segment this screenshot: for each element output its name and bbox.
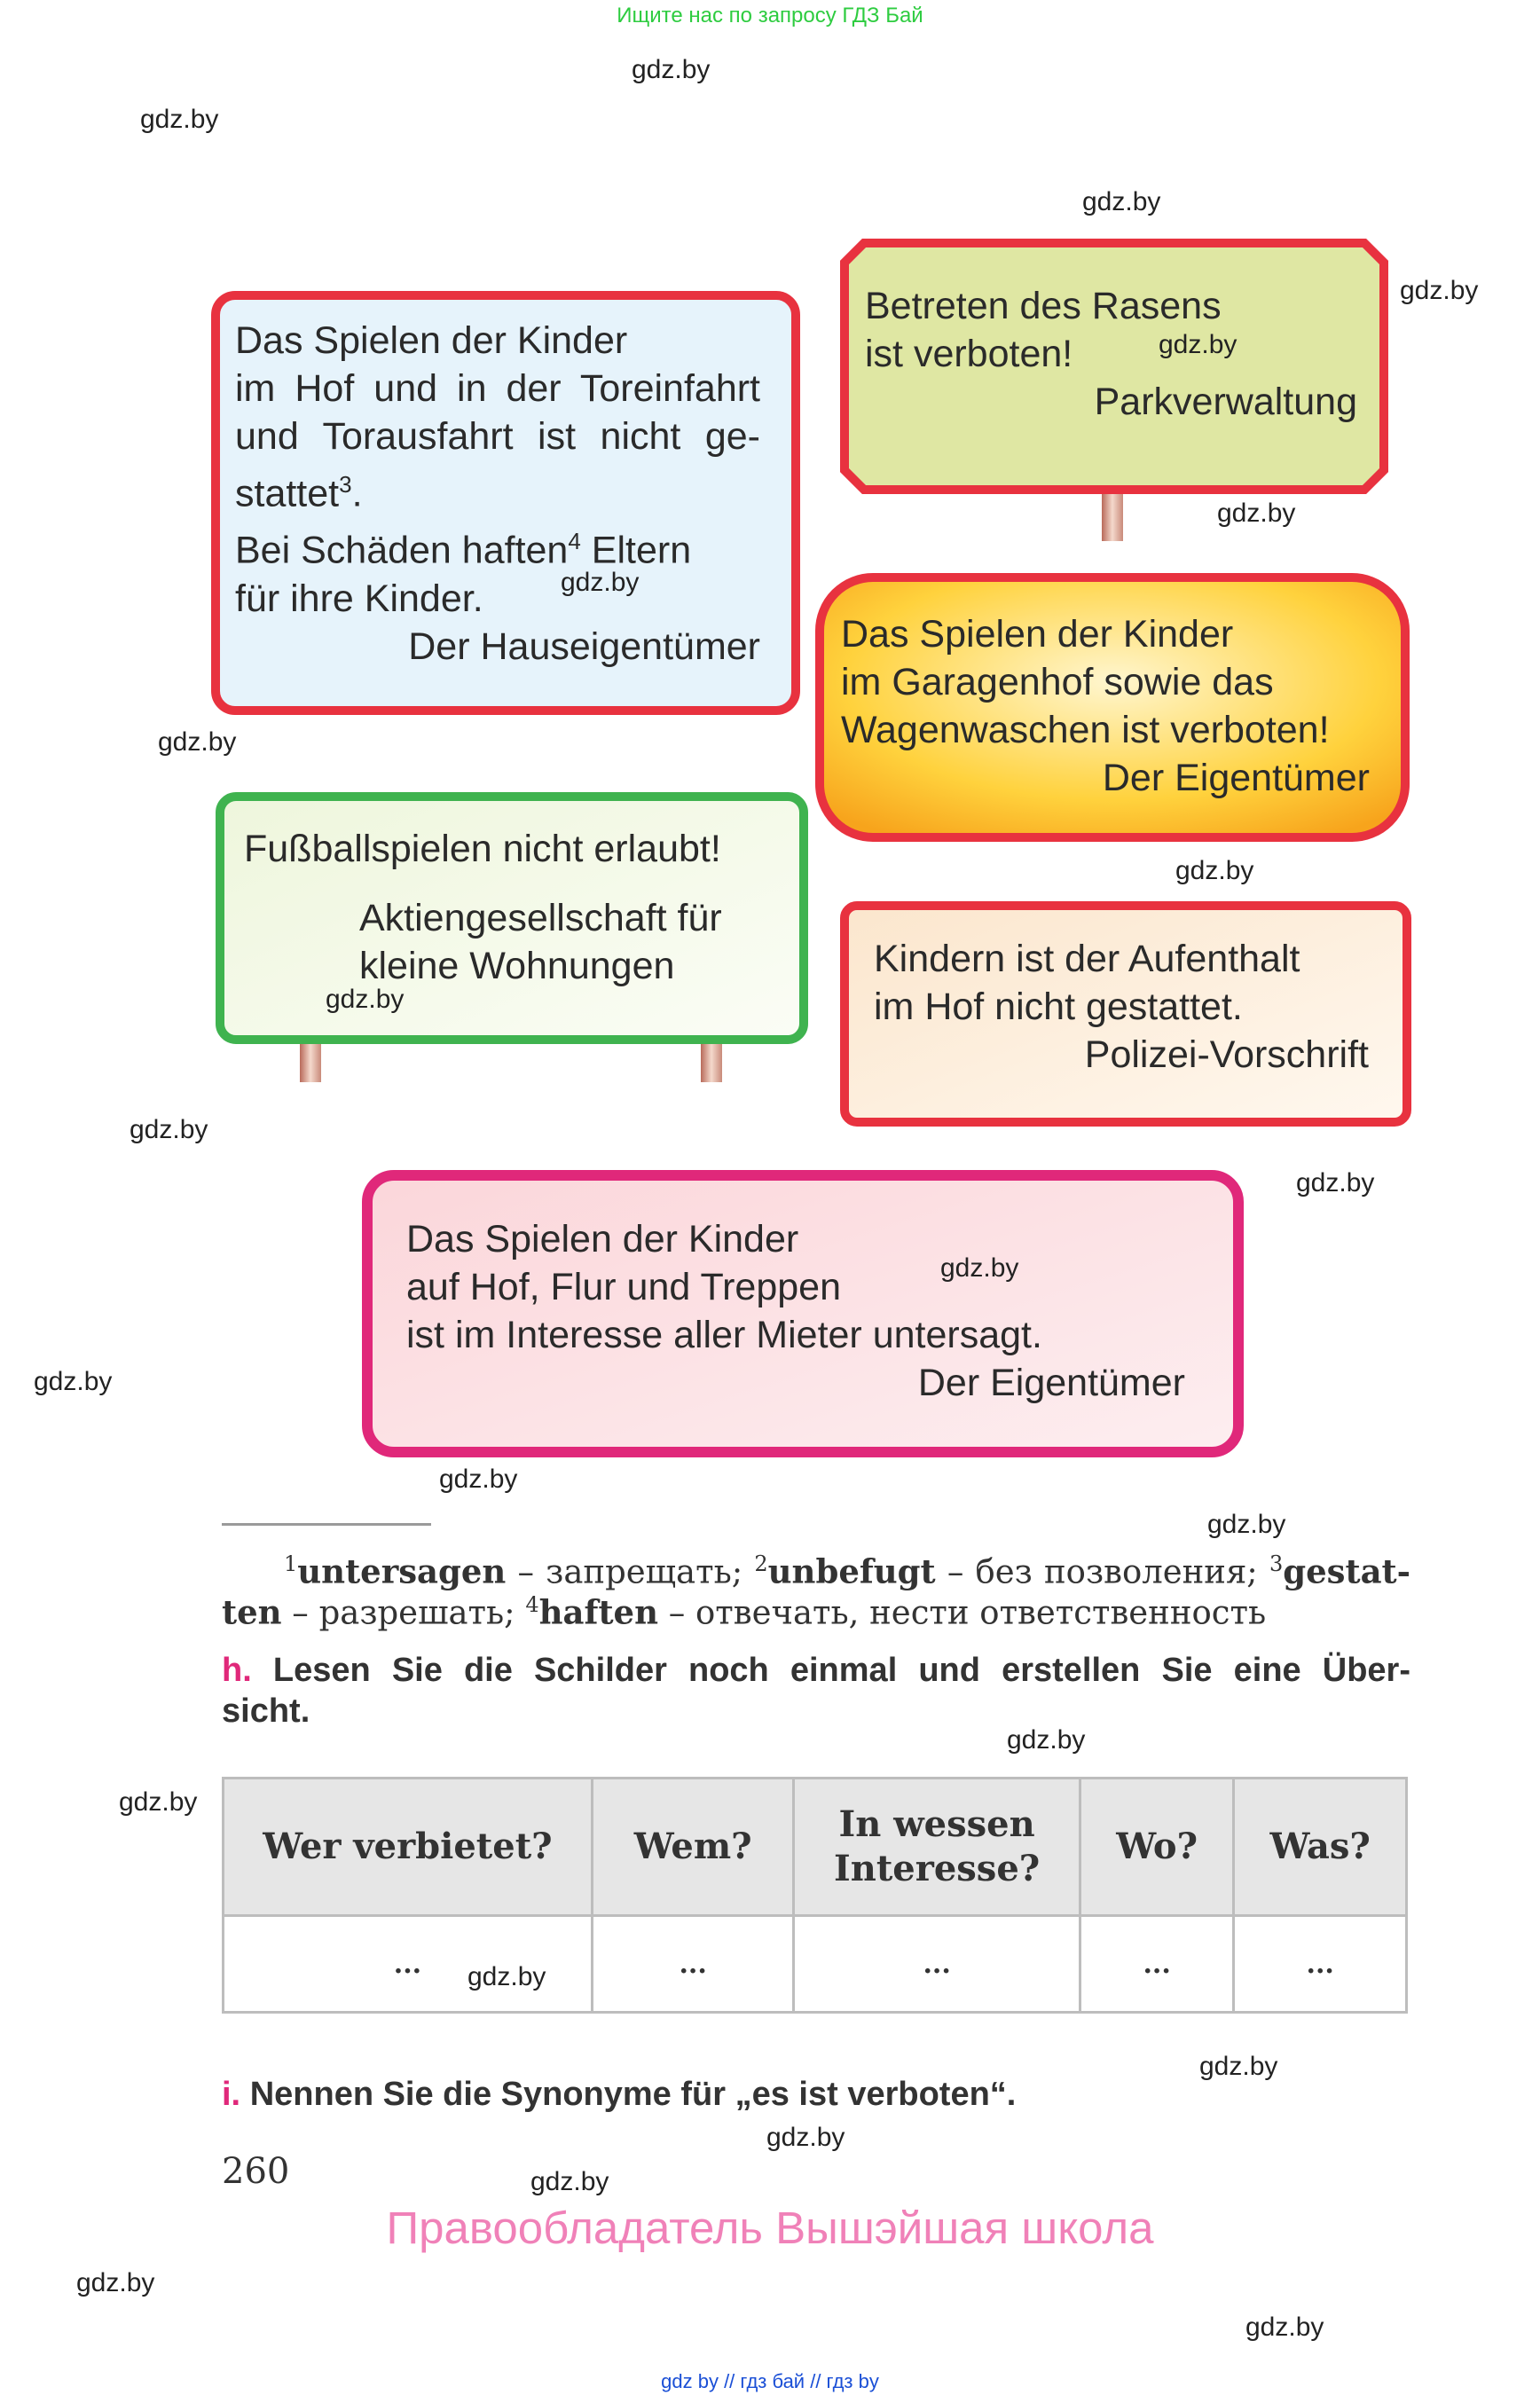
search-hint[interactable]: Ищите нас по запросу ГДЗ Бай [617,4,923,27]
rights-holder: Правообладатель Вышэйшая школа [386,2203,1154,2253]
sign-title: Fußballspielen nicht erlaubt! [244,828,721,870]
table-row [224,1916,1407,2013]
footnote-translation: – запрещать; [506,1552,755,1591]
table-cell[interactable]: ... [1080,1916,1234,2013]
watermark: gdz.by [439,1465,518,1494]
watermark: gdz.by [1159,330,1238,359]
table-header-cell: Wem? [592,1779,793,1916]
footnote-divider [222,1523,431,1526]
watermark: gdz.by [119,1787,198,1817]
watermark: gdz.by [1400,276,1479,305]
footnote-translation: – разрешать; [281,1593,526,1632]
footer-links[interactable]: gdz by // гдз бай // гдз by [661,2370,879,2392]
sign-line: Betreten des Rasens [865,285,1222,327]
sign-line: Wagenwaschen ist verboten! [841,709,1330,751]
table-header-cell [794,1779,1080,1916]
task-i [222,2074,1016,2115]
table-cell-placeholder: ... [393,1948,422,1980]
footnote-number: 3 [1269,1551,1284,1576]
sign-line: Aktiengesellschaft für [359,897,722,939]
sign-line: kleine Wohnungen [359,945,675,987]
watermark: gdz.by [326,985,405,1014]
sign-garagenhof [841,610,1370,802]
watermark: gdz.by [766,2123,845,2152]
task-text: sicht. [222,1692,310,1730]
watermark: gdz.by [1007,1725,1086,1755]
watermark: gdz.by [1082,187,1161,216]
table-cell[interactable]: ... [592,1916,793,2013]
sign-line: ist verboten! [865,333,1073,375]
watermark: gdz.by [530,2167,609,2196]
sign-line: Bei Schäden haften [235,529,569,572]
table-header-line: In wessen [838,1803,1035,1845]
watermark: gdz.by [1175,856,1254,885]
footnote-ref: 4 [568,528,581,555]
sign-line: Eltern [580,529,692,572]
watermark: gdz.by [1207,1510,1286,1539]
watermark: gdz.by [76,2268,155,2297]
sign-line: ist im Interesse aller Mieter untersagt. [406,1314,1042,1356]
task-text: Lesen Sie die Schilder noch einmal und erstellen Sie eine Über- [272,1652,1410,1689]
footnote-number: 1 [284,1551,298,1576]
table-header-cell: Wer verbietet? [224,1779,593,1916]
overview-table [222,1777,1408,2014]
sign-hauseigentuemer: Das Spielen der Kinder im Hof und in der Toreinfahrt und Torausfahrt ist nicht ge- stattet$^3$. Bei Schäden haften$^4$ Eltern für ihre Kinder. Der Hauseigentümer [235,317,760,671]
footnote-word: untersagen [297,1551,507,1591]
watermark: gdz.by [34,1367,113,1396]
footnote-word: gestat- [1283,1551,1410,1591]
sign-line: stattet [235,472,340,515]
page-number: 260 [222,2151,290,2192]
footnote-number: 4 [525,1592,539,1617]
sign-line: im Garagenhof sowie das [841,661,1274,703]
watermark: gdz.by [1296,1168,1375,1198]
watermark: gdz.by [1245,2313,1324,2342]
footnote-number: 2 [754,1551,768,1576]
sign-polizei [874,935,1369,1079]
watermark: gdz.by [140,105,219,134]
watermark: gdz.by [468,1962,546,1991]
watermark: gdz.by [940,1253,1019,1283]
table-header-cell: Wo? [1080,1779,1234,1916]
sign-parkverwaltung [865,282,1357,426]
sign-author: Der Hauseigentümer [408,624,760,668]
footnote-translation: – отвечать, нести ответственность [657,1593,1267,1632]
footnote-translation: – без позволения; [935,1552,1269,1591]
watermark: gdz.by [130,1115,208,1144]
sign-line: auf Hof, Flur und Treppen [406,1266,842,1308]
sign-line: im Hof und in der Toreinfahrt [235,367,760,410]
footnote-word: ten [222,1592,282,1632]
sign-line: Das Spielen der Kinder [235,319,628,362]
footnotes-line-2 [222,1584,1410,1633]
sign-line: Das Spielen der Kinder [841,613,1234,656]
task-letter: i. [222,2076,241,2113]
table-header-line: Interesse? [834,1848,1041,1889]
watermark: gdz.by [1199,2052,1278,2081]
watermark: gdz.by [561,568,640,597]
task-h [222,1650,1410,1732]
sign-fussball [244,825,785,990]
sign-mieter [406,1215,1185,1407]
sign-author: Parkverwaltung [1094,381,1357,423]
sign-line: Das Spielen der Kinder [406,1218,799,1260]
sign-line: für ihre Kinder. [235,577,483,620]
footnote-ref: 3 [339,471,352,498]
table-cell[interactable]: ... [794,1916,1080,2013]
sign-author: Der Eigentümer [1102,757,1370,799]
sign-line: Kindern ist der Aufenthalt [874,938,1300,980]
table-cell[interactable]: ... [1234,1916,1407,2013]
task-text: Nennen Sie die Synonyme für „es ist verboten“. [249,2076,1017,2113]
sign-post [1102,488,1123,541]
footnote-word: haften [538,1592,658,1632]
watermark: gdz.by [158,727,237,757]
watermark: gdz.by [632,55,711,84]
sign-line: und Torausfahrt ist nicht ge- [235,415,760,458]
table-header-row [224,1779,1407,1916]
sign-author: Polizei-Vorschrift [1084,1033,1369,1076]
sign-author: Der Eigentümer [917,1362,1185,1404]
watermark: gdz.by [1217,499,1296,528]
task-letter: h. [222,1652,252,1689]
sign-line: im Hof nicht gestattet. [874,986,1243,1028]
table-header-cell: Was? [1234,1779,1407,1916]
footnote-word: unbefugt [767,1551,936,1591]
